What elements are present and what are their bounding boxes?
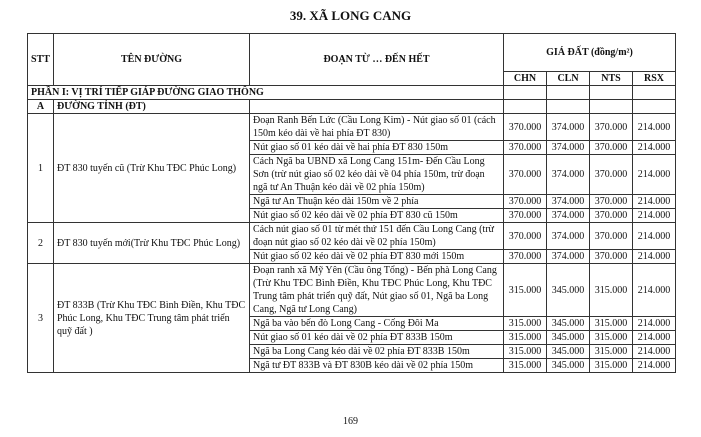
price-rsx: 214.000 — [633, 264, 676, 317]
price-chn: 315.000 — [504, 345, 547, 359]
price-cln: 374.000 — [547, 195, 590, 209]
price-cln: 345.000 — [547, 359, 590, 373]
header-ten-duong: TÊN ĐƯỜNG — [54, 34, 250, 86]
segment-text: Ngã ba vào bến đò Long Cang - Cống Đôi Ma — [250, 317, 504, 331]
price-chn: 370.000 — [504, 141, 547, 155]
price-nts: 315.000 — [590, 359, 633, 373]
price-nts: 370.000 — [590, 141, 633, 155]
price-cln: 345.000 — [547, 345, 590, 359]
price-rsx: 214.000 — [633, 317, 676, 331]
price-cln: 374.000 — [547, 155, 590, 195]
price-nts: 315.000 — [590, 331, 633, 345]
price-chn: 315.000 — [504, 331, 547, 345]
segment-text: Ngã tư ĐT 833B và ĐT 830B kéo dài về 02 phía 150m — [250, 359, 504, 373]
price-cln: 345.000 — [547, 317, 590, 331]
section-label: ĐƯỜNG TỈNH (ĐT) — [54, 100, 250, 114]
segment-text: Ngã tư An Thuận kéo dài 150m về 2 phía — [250, 195, 504, 209]
price-chn: 370.000 — [504, 155, 547, 195]
page-number: 169 — [343, 416, 358, 427]
segment-text: Nút giao số 02 kéo dài về 02 phía ĐT 830 mới 150m — [250, 250, 504, 264]
page-title: 39. XÃ LONG CANG — [289, 8, 412, 23]
price-rsx: 214.000 — [633, 359, 676, 373]
header-doan-tu: ĐOẠN TỪ … ĐẾN HẾT — [250, 34, 504, 86]
header-cln: CLN — [547, 72, 590, 86]
price-cln: 345.000 — [547, 331, 590, 345]
price-chn: 315.000 — [504, 359, 547, 373]
price-nts: 370.000 — [590, 209, 633, 223]
price-nts: 315.000 — [590, 264, 633, 317]
price-cln: 374.000 — [547, 223, 590, 250]
road-stt: 3 — [28, 264, 54, 373]
price-rsx: 214.000 — [633, 223, 676, 250]
price-chn: 370.000 — [504, 195, 547, 209]
price-chn: 315.000 — [504, 317, 547, 331]
price-nts: 315.000 — [590, 317, 633, 331]
price-chn: 370.000 — [504, 223, 547, 250]
segment-text: Ngã ba Long Cang kéo dài về 02 phía ĐT 833B 150m — [250, 345, 504, 359]
road-stt: 2 — [28, 223, 54, 264]
segment-text: Nút giao số 01 kéo dài về 02 phía ĐT 833B 150m — [250, 331, 504, 345]
price-rsx: 214.000 — [633, 250, 676, 264]
price-nts: 370.000 — [590, 195, 633, 209]
part-heading: PHẦN I: VỊ TRÍ TIẾP GIÁP ĐƯỜNG GIAO THÔNG — [28, 86, 504, 100]
price-rsx: 214.000 — [633, 209, 676, 223]
price-nts: 315.000 — [590, 345, 633, 359]
price-chn: 315.000 — [504, 264, 547, 317]
price-cln: 374.000 — [547, 250, 590, 264]
price-rsx: 214.000 — [633, 331, 676, 345]
price-nts: 370.000 — [590, 223, 633, 250]
header-chn: CHN — [504, 72, 547, 86]
segment-text: Đoạn ranh xã Mỹ Yên (Cầu ông Tổng) - Bến phà Long Cang (Trừ Khu TĐC Bình Điền, Khu TĐC Phúc Long, Khu TĐC Trung tâm phát triển quỹ đất, Nút giao số 01, Ngã ba Long Cang, Ngã tư Long Cang) — [250, 264, 504, 317]
header-rsx: RSX — [633, 72, 676, 86]
segment-text: Cách nút giao số 01 từ mét thứ 151 đến Cầu Long Cang (trừ đoạn nút giao số 02 kéo dài về 02 phía 150m) — [250, 223, 504, 250]
header-nts: NTS — [590, 72, 633, 86]
price-nts: 370.000 — [590, 114, 633, 141]
road-name: ĐT 830 tuyến mới(Trừ Khu TĐC Phúc Long) — [54, 223, 250, 264]
price-rsx: 214.000 — [633, 195, 676, 209]
price-cln: 374.000 — [547, 209, 590, 223]
price-cln: 374.000 — [547, 141, 590, 155]
section-stt: A — [28, 100, 54, 114]
table-row — [28, 223, 676, 250]
price-cln: 374.000 — [547, 114, 590, 141]
header-gia-dat: GIÁ ĐẤT (đồng/m²) — [504, 34, 676, 72]
price-rsx: 214.000 — [633, 345, 676, 359]
price-chn: 370.000 — [504, 250, 547, 264]
segment-text: Cách Ngã ba UBND xã Long Cang 151m- Đến Cầu Long Sơn (trừ nút giao số 02 kéo dài về 04 phía 150m, trừ đoạn ngã tư An Thuận kéo dài về 02 phía 150m) — [250, 155, 504, 195]
price-nts: 370.000 — [590, 155, 633, 195]
segment-text: Nút giao số 02 kéo dài về 02 phía ĐT 830 cũ 150m — [250, 209, 504, 223]
table-row — [28, 114, 676, 141]
road-stt: 1 — [28, 114, 54, 223]
price-rsx: 214.000 — [633, 155, 676, 195]
price-cln: 345.000 — [547, 264, 590, 317]
road-name: ĐT 833B (Trừ Khu TĐC Bình Điền, Khu TĐC Phúc Long, Khu TĐC Trung tâm phát triển quỹ đất ) — [54, 264, 250, 373]
price-nts: 370.000 — [590, 250, 633, 264]
land-price-table — [27, 33, 676, 373]
price-rsx: 214.000 — [633, 141, 676, 155]
segment-text: Nút giao số 01 kéo dài về hai phía ĐT 830 150m — [250, 141, 504, 155]
table-row — [28, 264, 676, 317]
price-rsx: 214.000 — [633, 114, 676, 141]
segment-text: Đoạn Ranh Bến Lức (Cầu Long Kim) - Nút giao số 01 (cách 150m kéo dài về hai phía ĐT 830) — [250, 114, 504, 141]
header-stt: STT — [28, 34, 54, 86]
road-name: ĐT 830 tuyến cũ (Trừ Khu TĐC Phúc Long) — [54, 114, 250, 223]
price-chn: 370.000 — [504, 209, 547, 223]
price-chn: 370.000 — [504, 114, 547, 141]
